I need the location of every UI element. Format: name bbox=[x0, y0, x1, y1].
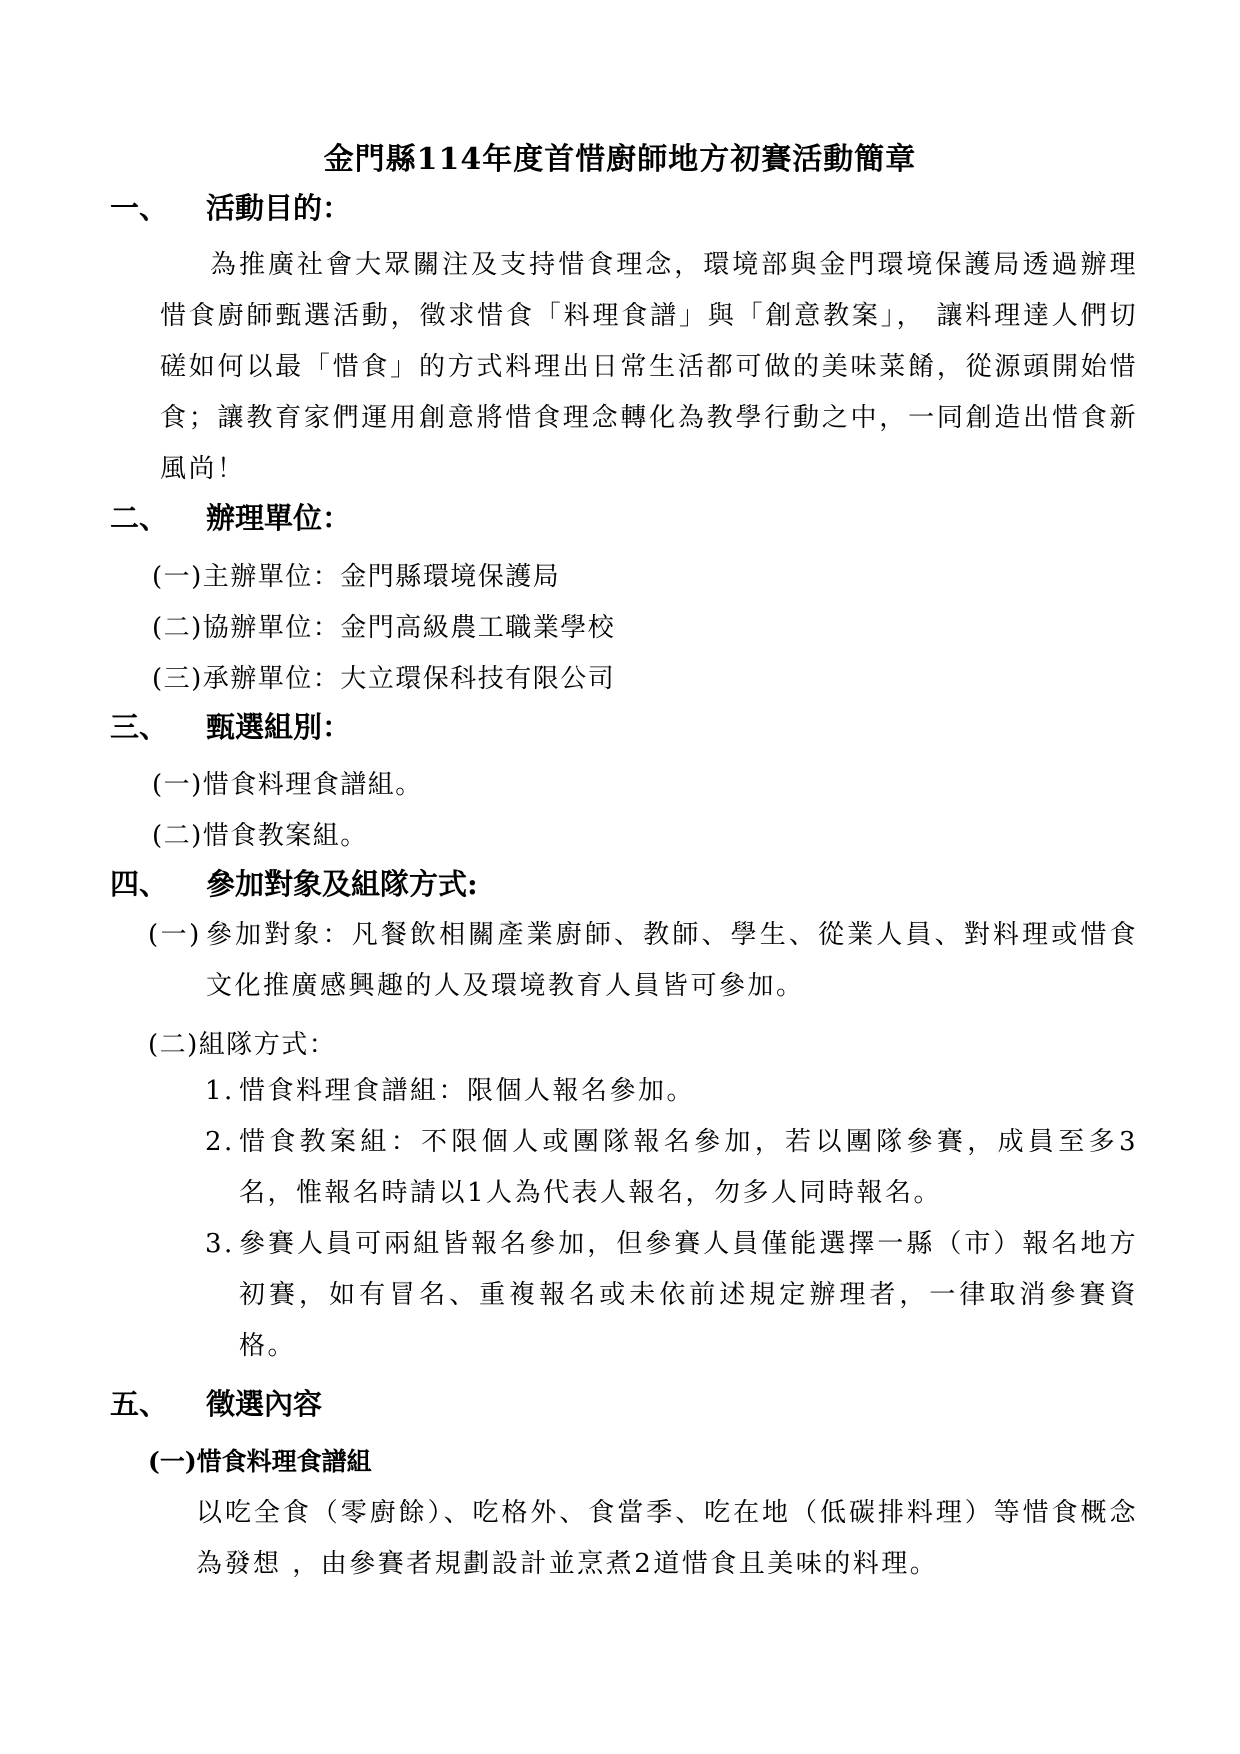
section-5-heading bbox=[110, 1382, 322, 1423]
section-1-title: 活動目的： bbox=[206, 191, 352, 225]
rule-number: 3. bbox=[205, 1229, 235, 1259]
executor-item: (三)承辦單位：大立環保科技有限公司 bbox=[152, 664, 616, 694]
document-title: 金門縣114年度首惜廚師地方初賽活動簡章 bbox=[323, 142, 917, 177]
rule-text: 惜食料理食譜組：限個人報名參加。 bbox=[239, 1076, 696, 1106]
section-3-title: 甄選組別： bbox=[206, 710, 352, 744]
rule-text: 參賽人員可兩組皆報名參加，但參賽人員僅能選擇一縣（市）報名地方初賽，如有冒名、重複報名或未依前述規定辦理者，一律取消參賽資格。 bbox=[239, 1229, 1138, 1361]
section-1-number: 一、 bbox=[110, 191, 169, 225]
section-1-paragraph: 為推廣社會大眾關注及支持惜食理念，環境部與金門環境保護局透過辦理惜食廚師甄選活動，徵求惜食「料理食譜」與「創意教案」， 讓料理達人們切磋如何以最「惜食」的方式料理出日常生活都可做的美味菜餚，從源頭開始惜食；讓教育家們運用創意將惜食理念轉化為教學行動之中，一同創造出惜食新風尚！ bbox=[160, 250, 1138, 484]
section-4-heading bbox=[110, 862, 478, 903]
participant-eligibility bbox=[148, 910, 1138, 1012]
section-2-heading bbox=[110, 496, 351, 537]
eligibility-marker: (一) bbox=[148, 920, 202, 950]
category-item: (一)惜食料理食譜組。 bbox=[152, 770, 423, 800]
section-3-heading bbox=[110, 705, 351, 746]
section-5-number: 五、 bbox=[110, 1387, 169, 1421]
rule-item bbox=[205, 1066, 1138, 1117]
section-3-number: 三、 bbox=[110, 710, 169, 744]
rule-number: 1. bbox=[205, 1076, 235, 1106]
section-2-title: 辦理單位： bbox=[206, 501, 352, 535]
category-item: (二)惜食教案組。 bbox=[152, 821, 368, 851]
section-1-heading bbox=[110, 186, 351, 227]
co-organizer-item: (二)協辦單位：金門高級農工職業學校 bbox=[152, 613, 616, 643]
section-4-number: 四、 bbox=[110, 867, 169, 901]
rule-item bbox=[205, 1219, 1138, 1372]
section-5-title: 徵選內容 bbox=[206, 1387, 323, 1421]
organizer-item: (一)主辦單位：金門縣環境保護局 bbox=[152, 562, 561, 592]
section-2-number: 二、 bbox=[110, 501, 169, 535]
recipe-group-paragraph: 以吃全食（零廚餘）、吃格外、食當季、吃在地（低碳排料理）等惜食概念 為發想 ，由參賽者規劃設計並烹煮2道惜食且美味的料理。 bbox=[196, 1498, 1138, 1579]
recipe-group-heading: (一)惜食料理食譜組 bbox=[148, 1447, 372, 1476]
rule-item bbox=[205, 1117, 1138, 1219]
eligibility-text: 參加對象：凡餐飲相關產業廚師、教師、學生、從業人員、對料理或惜食文化推廣感興趣的人及環境教育人員皆可參加。 bbox=[206, 920, 1138, 1001]
team-format-heading: (二)組隊方式： bbox=[148, 1030, 337, 1060]
rule-text: 惜食教案組：不限個人或團隊報名參加，若以團隊參賽，成員至多3名，惟報名時請以1人為代表人報名，勿多人同時報名。 bbox=[239, 1127, 1138, 1208]
section-4-title: 參加對象及組隊方式: bbox=[206, 867, 478, 901]
rule-number: 2. bbox=[205, 1127, 235, 1157]
